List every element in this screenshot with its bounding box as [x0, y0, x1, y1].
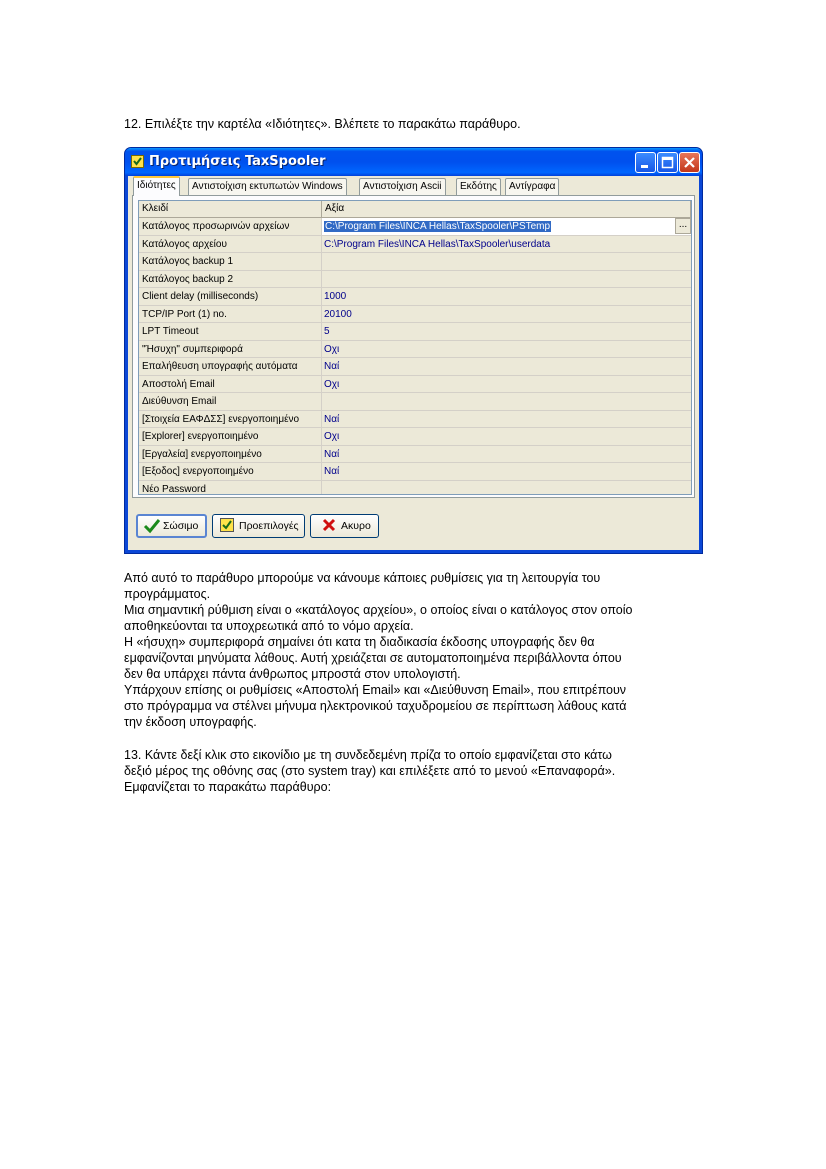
table-row[interactable]	[139, 376, 691, 394]
defaults-button[interactable]	[212, 514, 305, 538]
row-key: [Εργαλεία] ενεργοποιημένο	[139, 446, 322, 463]
checkmark-icon	[143, 518, 161, 534]
row-value[interactable]: C:\Program Files\INCA Hellas\TaxSpooler\userdata	[322, 236, 691, 253]
row-value-editor[interactable]	[322, 218, 691, 235]
row-value[interactable]: Οχι	[322, 428, 691, 445]
row-key: Αποστολή Email	[139, 376, 322, 393]
table-row[interactable]	[139, 446, 691, 464]
table-row[interactable]	[139, 253, 691, 271]
browse-folder-button[interactable]: ...	[675, 218, 691, 234]
checkbox-icon	[220, 518, 234, 532]
row-key: Διεύθυνση Email	[139, 393, 322, 410]
table-row[interactable]	[139, 236, 691, 254]
window-title: Προτιμήσεις TaxSpooler	[149, 154, 326, 169]
row-value[interactable]	[322, 393, 691, 410]
row-value[interactable]: C:\Program Files\INCA Hellas\TaxSpooler\PSTemp	[325, 221, 551, 232]
description-line: την έκδοση υπογραφής.	[124, 715, 257, 729]
description-line: Μια σημαντική ρύθμιση είναι ο «κατάλογος αρχείου», ο οποίος είναι ο κατάλογος στον οποίο	[124, 603, 633, 617]
key-column-header[interactable]: Κλειδί	[139, 201, 322, 217]
description-line: στο πρόγραμμα να στέλνει μήνυμα ηλεκτρονικού ταχυδρομείου σε περίπτωση λάθους κατά	[124, 699, 627, 713]
description-line: δεν θα υπάρχει πάντα άνθρωπος μπροστά στον υπολογιστή.	[124, 667, 461, 681]
red-x-icon	[322, 518, 336, 532]
cancel-button-label: Ακυρο	[341, 520, 371, 532]
table-row[interactable]	[139, 358, 691, 376]
row-key: [Στοιχεία ΕΑΦΔΣΣ] ενεργοποιημένο	[139, 411, 322, 428]
row-key: [Εξοδος] ενεργοποιημένο	[139, 463, 322, 480]
close-button[interactable]	[679, 152, 700, 173]
description-line: αποθηκεύονται τα υποχρεωτικά από το νόμο αρχεία.	[124, 619, 414, 633]
step-12-text: 12. Επιλέξτε την καρτέλα «Ιδιότητες». Βλέπετε το παρακάτω παράθυρο.	[124, 117, 521, 131]
grid-header	[139, 201, 691, 218]
row-key: TCP/IP Port (1) no.	[139, 306, 322, 323]
row-value[interactable]: Οχι	[322, 341, 691, 358]
properties-panel	[132, 195, 695, 498]
description-line: προγράμματος.	[124, 587, 211, 601]
table-row[interactable]	[139, 411, 691, 429]
maximize-button[interactable]	[657, 152, 678, 173]
row-key: Κατάλογος backup 1	[139, 253, 322, 270]
properties-grid	[138, 200, 692, 495]
value-column-header[interactable]: Αξία	[322, 201, 691, 217]
table-row[interactable]	[139, 306, 691, 324]
tab-ascii-mapping[interactable]: Αντιστοίχιση Ascii	[359, 178, 446, 195]
step-13-line: δεξιό μέρος της οθόνης σας (στο system tray) και επιλέξετε από το μενού «Επαναφορά».	[124, 764, 616, 778]
table-row[interactable]	[139, 428, 691, 446]
row-key: Κατάλογος αρχείου	[139, 236, 322, 253]
save-button-label: Σώσιμο	[163, 520, 199, 532]
row-value[interactable]: Οχι	[322, 376, 691, 393]
row-value[interactable]: Ναί	[322, 446, 691, 463]
description-line: Υπάρχουν επίσης οι ρυθμίσεις «Αποστολή Email» και «Διεύθυνση Email», που επιτρέπουν	[124, 683, 627, 697]
checkbox-app-icon	[131, 155, 144, 168]
table-row[interactable]	[139, 218, 691, 236]
row-value[interactable]	[322, 481, 691, 496]
row-key: [Explorer] ενεργοποιημένο	[139, 428, 322, 445]
description-text	[124, 570, 724, 730]
row-key: Επαλήθευση υπογραφής αυτόματα	[139, 358, 322, 375]
tab-properties[interactable]: Ιδιότητες	[133, 176, 180, 196]
row-key: Client delay (milliseconds)	[139, 288, 322, 305]
row-key: Κατάλογος backup 2	[139, 271, 322, 288]
save-button[interactable]	[136, 514, 207, 538]
table-row[interactable]	[139, 393, 691, 411]
minimize-button[interactable]	[635, 152, 656, 173]
description-line: Από αυτό το παράθυρο μπορούμε να κάνουμε κάποιες ρυθμίσεις για τη λειτουργία του	[124, 571, 601, 585]
row-key: Κατάλογος προσωρινών αρχείων	[139, 218, 322, 235]
row-value[interactable]	[322, 271, 691, 288]
row-value[interactable]	[322, 253, 691, 270]
table-row[interactable]	[139, 341, 691, 359]
row-value[interactable]: 1000	[322, 288, 691, 305]
tab-copies[interactable]: Αντίγραφα	[505, 178, 559, 195]
tab-issuer[interactable]: Εκδότης	[456, 178, 501, 195]
table-row[interactable]	[139, 463, 691, 481]
defaults-button-label: Προεπιλογές	[239, 520, 299, 532]
description-line: Η «ήσυχη» συμπεριφορά σημαίνει ότι κατα τη διαδικασία έκδοσης υπογραφής δεν θα	[124, 635, 595, 649]
table-row[interactable]	[139, 481, 691, 496]
step-13-text	[124, 747, 724, 795]
tab-windows-printer-mapping[interactable]: Αντιστοίχιση εκτυπωτών Windows	[188, 178, 347, 195]
row-key: "Ήσυχη" συμπεριφορά	[139, 341, 322, 358]
row-value[interactable]: Ναί	[322, 358, 691, 375]
step-13-line: Εμφανίζεται το παρακάτω παράθυρο:	[124, 780, 332, 794]
row-key: LPT Timeout	[139, 323, 322, 340]
preferences-window	[125, 148, 702, 553]
cancel-button[interactable]	[310, 514, 379, 538]
description-line: εμφανίζονται μηνύματα λάθους. Αυτή χρειάζεται σε αυτοματοποιημένα περιβάλλοντα όπου	[124, 651, 622, 665]
title-bar[interactable]	[125, 148, 702, 176]
row-value[interactable]: 20100	[322, 306, 691, 323]
row-value[interactable]: Ναί	[322, 463, 691, 480]
table-row[interactable]	[139, 271, 691, 289]
row-value[interactable]: Ναί	[322, 411, 691, 428]
row-value[interactable]: 5	[322, 323, 691, 340]
table-row[interactable]	[139, 323, 691, 341]
row-key: Νέο Password	[139, 481, 322, 496]
table-row[interactable]	[139, 288, 691, 306]
step-13-line: 13. Κάντε δεξί κλικ στο εικονίδιο με τη συνδεδεμένη πρίζα το οποίο εμφανίζεται στο κάτω	[124, 748, 612, 762]
